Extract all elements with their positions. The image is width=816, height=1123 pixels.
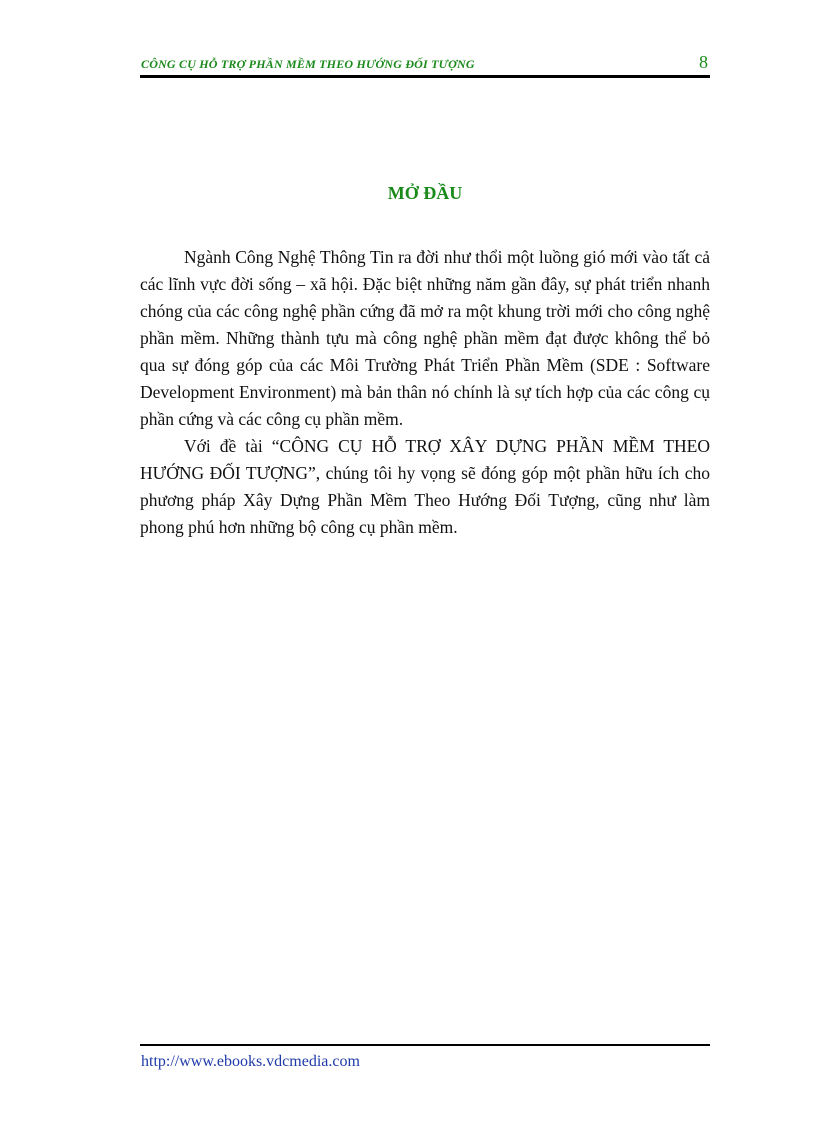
paragraph: Với đề tài “CÔNG CỤ HỖ TRỢ XÂY DỰNG PHẦN MỀM THEO HƯỚNG ĐỐI TƯỢNG”, chúng tôi hy vọng sẽ đóng góp một phần hữu ích cho phương pháp Xây Dựng Phần Mềm Theo Hướng Đối Tượng, cũng như làm phong phú hơn những bộ công cụ phần mềm. — [140, 436, 710, 537]
section-heading: MỞ ĐẦU — [387, 183, 463, 203]
page-number: 8 — [699, 52, 708, 72]
footer-website-link[interactable]: http://www.ebooks.vdcmedia.com — [141, 1053, 360, 1070]
paragraph: Ngành Công Nghệ Thông Tin ra đời như thổi một luồng gió mới vào tất cả các lĩnh vực đời sống – xã hội. Đặc biệt những năm gần đây, sự phát triển nhanh chóng của các công nghệ phần cứng đã mở ra một khung trời mới cho công nghệ phần mềm. Những thành tựu mà công nghệ phần mềm đạt được không thể bỏ qua sự đóng góp của các Môi Trường Phát Triển Phần Mềm (SDE : Software Development Environment) mà bản thân nó chính là sự tích hợp của các công cụ phần cứng và các công cụ phần mềm. — [140, 247, 710, 429]
header-divider — [140, 75, 710, 78]
body-text — [140, 244, 710, 541]
footer-divider — [140, 1044, 710, 1046]
running-header-title: CÔNG CỤ HỖ TRỢ PHẦN MỀM THEO HƯỚNG ĐỐI TƯỢNG — [141, 57, 475, 71]
